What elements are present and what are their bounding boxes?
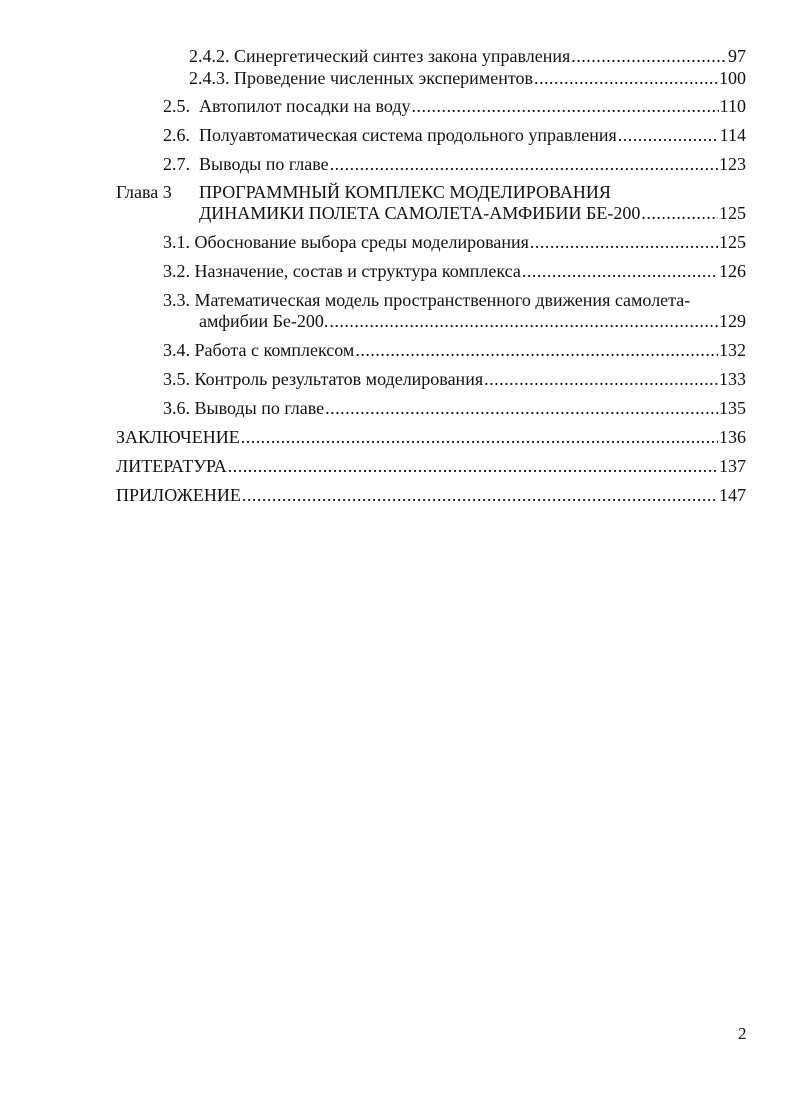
toc-entry-literature[interactable] bbox=[116, 456, 746, 476]
toc-leader bbox=[412, 96, 719, 116]
toc-leader bbox=[530, 232, 718, 252]
toc-number: 3.5. bbox=[163, 369, 190, 389]
toc-number: 2.4.2. bbox=[189, 46, 230, 66]
toc-entry-2-4-3[interactable] bbox=[189, 68, 746, 88]
toc-title: Проведение численных экспериментов bbox=[234, 68, 533, 88]
toc-title: ЛИТЕРАТУРА bbox=[116, 456, 227, 476]
toc-number: 3.1. bbox=[163, 232, 190, 252]
toc-title: ПРИЛОЖЕНИЕ bbox=[116, 485, 241, 505]
toc-title: Синергетический синтез закона управления bbox=[234, 46, 571, 66]
toc-page: 97 bbox=[728, 46, 746, 66]
toc-leader bbox=[325, 398, 718, 418]
toc-page: 136 bbox=[719, 427, 746, 447]
toc-number: 2.6. bbox=[163, 125, 190, 145]
toc-entry-chapter-3[interactable] bbox=[199, 203, 746, 223]
toc-entry-3-6[interactable] bbox=[163, 398, 746, 418]
toc-page: 110 bbox=[719, 96, 746, 116]
toc-title: Автопилот посадки на воду bbox=[199, 96, 411, 116]
toc-page: 133 bbox=[719, 369, 746, 389]
toc-page: 129 bbox=[719, 311, 746, 331]
toc-title: Обоснование выбора среды моделирования bbox=[194, 232, 529, 252]
toc-number: 3.2. bbox=[163, 261, 190, 281]
chapter-title-line-2: ДИНАМИКИ ПОЛЕТА САМОЛЕТА-АМФИБИИ БЕ-200 bbox=[199, 203, 641, 223]
chapter-label: Глава 3 bbox=[116, 182, 172, 202]
toc-leader bbox=[484, 369, 718, 389]
toc-page: 100 bbox=[719, 68, 746, 88]
toc-leader bbox=[534, 68, 718, 88]
toc-leader bbox=[355, 340, 718, 360]
toc-title: Работа с комплексом bbox=[194, 340, 355, 360]
toc-page: 125 bbox=[719, 232, 746, 252]
toc-title: Контроль результатов моделирования bbox=[194, 369, 484, 389]
toc-title: Выводы по главе bbox=[199, 154, 329, 174]
toc-page: 126 bbox=[719, 261, 746, 281]
toc-entry-2-4-2[interactable] bbox=[189, 46, 746, 66]
toc-entry-3-3[interactable] bbox=[199, 311, 746, 331]
toc-leader bbox=[522, 261, 718, 281]
toc-entry-2-5[interactable] bbox=[163, 96, 746, 116]
toc-entry-3-3-line-1[interactable] bbox=[163, 290, 690, 310]
toc-leader bbox=[330, 154, 718, 174]
toc-page: 132 bbox=[719, 340, 746, 360]
toc-number: 3.6. bbox=[163, 398, 190, 418]
toc-leader bbox=[242, 485, 718, 505]
toc-page: 137 bbox=[719, 456, 746, 476]
toc-leader bbox=[329, 311, 718, 331]
toc-page: 123 bbox=[719, 154, 746, 174]
toc-leader bbox=[241, 427, 718, 447]
toc-entry-appendix[interactable] bbox=[116, 485, 746, 505]
toc-entry-2-6[interactable] bbox=[163, 125, 746, 145]
toc-leader bbox=[228, 456, 718, 476]
toc-title-continued: амфибии Бе-200. bbox=[199, 311, 329, 331]
toc-number: 2.5. bbox=[163, 96, 190, 116]
toc-entry-3-2[interactable] bbox=[163, 261, 746, 281]
chapter-title-line-1[interactable]: ПРОГРАММНЫЙ КОМПЛЕКС МОДЕЛИРОВАНИЯ bbox=[199, 182, 611, 202]
toc-page: 114 bbox=[719, 125, 746, 145]
toc-entry-2-7[interactable] bbox=[163, 154, 746, 174]
toc-title: Математическая модель пространственного движения самолета- bbox=[194, 290, 691, 310]
toc-page: 147 bbox=[719, 485, 746, 505]
toc-title: Назначение, состав и структура комплекса bbox=[194, 261, 521, 281]
toc-title: Выводы по главе bbox=[194, 398, 325, 418]
toc-number: 2.7. bbox=[163, 154, 190, 174]
toc-number: 2.4.3. bbox=[189, 68, 230, 88]
toc-leader bbox=[618, 125, 719, 145]
toc-page: 135 bbox=[719, 398, 746, 418]
toc-title: ЗАКЛЮЧЕНИЕ bbox=[116, 427, 240, 447]
toc-entry-3-4[interactable] bbox=[163, 340, 746, 360]
toc-leader bbox=[571, 46, 727, 66]
toc-leader bbox=[641, 203, 718, 223]
toc-entry-conclusion[interactable] bbox=[116, 427, 746, 447]
toc-page: 125 bbox=[719, 203, 746, 223]
page-number: 2 bbox=[738, 1024, 747, 1043]
toc-entry-3-5[interactable] bbox=[163, 369, 746, 389]
toc-number: 3.3. bbox=[163, 290, 190, 310]
toc-title: Полуавтоматическая система продольного управления bbox=[199, 125, 617, 145]
toc-number: 3.4. bbox=[163, 340, 190, 360]
toc-entry-3-1[interactable] bbox=[163, 232, 746, 252]
